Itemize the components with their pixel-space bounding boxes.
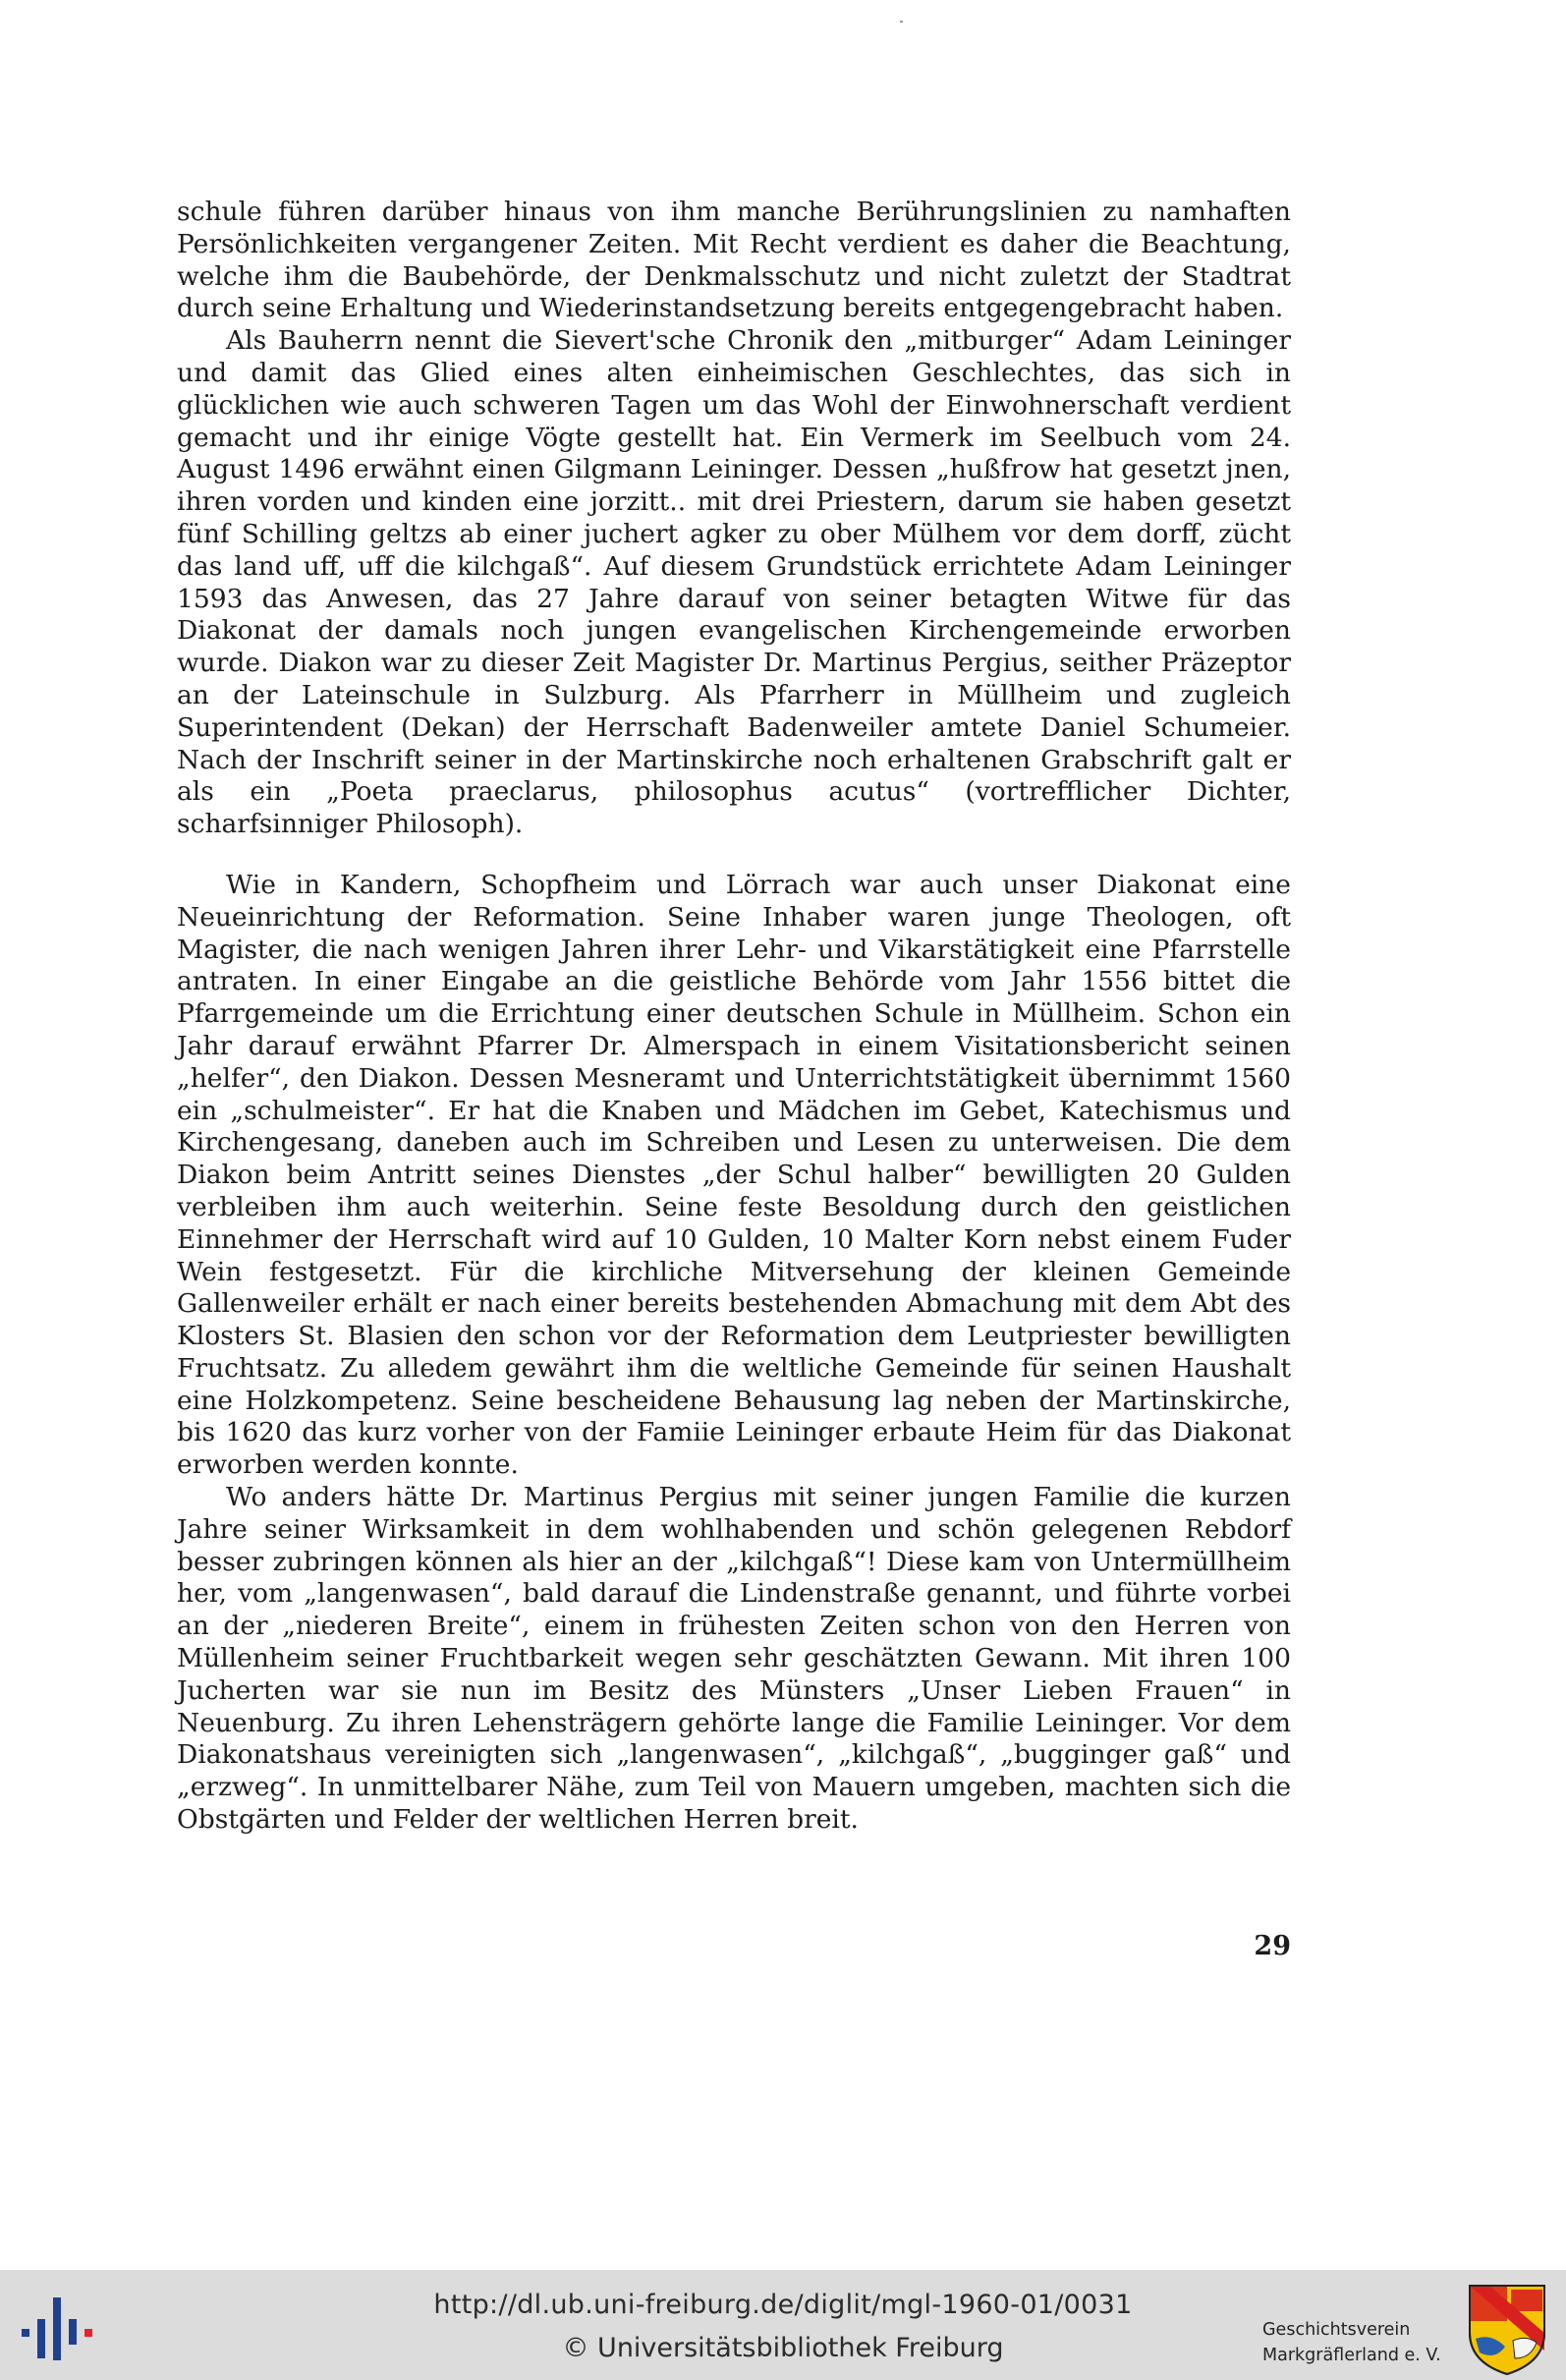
society-line-2: Markgräflerland e. V. (1262, 2346, 1441, 2365)
footer-url-link[interactable]: http://dl.ub.uni-freiburg.de/diglit/mgl-1960-01/0031 (433, 2290, 1133, 2320)
coat-of-arms-icon[interactable] (1466, 2282, 1548, 2376)
paragraph-3: Wie in Kandern, Schopfheim und Lörrach war auch unser Diakonat eine Neueinrichtung der Reformation. Seine Inhaber waren junge Theologen, oft Magister, die nach wenigen Jahren ihrer Lehr- und Vikarstätigkeit eine Pfarrstelle antraten. In einer Eingabe an die geistliche Behörde vom Jahr 1556 bittet die Pfarrgemeinde um die Errichtung einer deutschen Schule in Müllheim. Schon ein Jahr darauf erwähnt Pfarrer Dr. Almerspach in einem Visitationsbericht seinen „helfer“, den Diakon. Dessen Mesneramt und Unterrichtstätigkeit übernimmt 1560 ein „schulmeister“. Er hat die Knaben und Mädchen im Gebet, Katechismus und Kirchengesang, daneben auch im Schreiben und Lesen zu unterweisen. Die dem Diakon beim Antritt seines Dienstes „der Schul halber“ bewilligten 20 Gulden verbleiben ihm auch weiterhin. Seine feste Besoldung durch den geistlichen Einnehmer der Herrschaft wird auf 10 Gulden, 10 Malter Korn nebst einem Fuder Wein festgesetzt. Für die kirchliche Mitversehung der kleinen Gemeinde Gallenweiler erhält er nach einer bereits bestehenden Abmachung mit dem Abt des Klosters St. Blasien den schon vor der Reformation dem Leutpriester bewilligten Fruchtsatz. Zu alledem gewährt ihm die weltliche Gemeinde für seinen Haushalt eine Holzkompetenz. Seine bescheidene Behausung lag neben der Martinskirche, bis 1620 das kurz vorher von der Famiie Leininger erbaute Heim für das Diakonat erworben werden konnte. (177, 869, 1291, 1481)
paragraph-2: Als Bauherrn nennt die Sievert'sche Chronik den „mitburger“ Adam Leininger und damit das Glied eines alten einheimischen Geschlechtes, das sich in glücklichen wie auch schweren Tagen um das Wohl der Einwohnerschaft verdient gemacht und ihr einige Vögte gestellt hat. Ein Vermerk im Seelbuch vom 24. August 1496 erwähnt einen Gilgmann Leininger. Dessen „hußfrow hat gesetzt jnen, ihren vorden und kinden eine jorzitt.. mit drei Priestern, darum sie haben gesetzt fünf Schilling geltzs ab einer juchert agker zu ober Mülhem vor dem dorff, zücht das land uff, uff die kilchgaß“. Auf diesem Grundstück errichtete Adam Leininger 1593 das Anwesen, das 27 Jahre darauf von seiner betagten Witwe für das Diakonat der damals noch jungen evangelischen Kirchengemeinde erworben wurde. Diakon war zu dieser Zeit Magister Dr. Martinus Pergius, seither Präzeptor an der Lateinschule in Sulzburg. Als Pfarrherr in Müllheim und zugleich Superintendent (Dekan) der Herrschaft Badenweiler amtete Daniel Schumeier. Nach der Inschrift seiner in der Martinskirche noch erhaltenen Grabschrift galt er als ein „Poeta praeclarus, philosophus acutus“ (vortrefflicher Dichter, scharfsinniger Philosoph). (177, 325, 1291, 840)
society-name[interactable] (1262, 2317, 1441, 2368)
scan-mark (900, 21, 903, 23)
footer-bar (0, 2270, 1566, 2380)
paragraph-1: schule führen darüber hinaus von ihm manche Berührungslinien zu namhaften Persönlichkeiten vergangener Zeiten. Mit Recht verdient es daher die Beachtung, welche ihm die Baubehörde, der Denkmalsschutz und nicht zuletzt der Stadtrat durch seine Erhaltung und Wiederinstandsetzung bereits entgegengebracht haben. (177, 197, 1291, 324)
society-line-1: Geschichtsverein (1262, 2320, 1411, 2340)
paragraph-4: Wo anders hätte Dr. Martinus Pergius mit seiner jungen Familie die kurzen Jahre seiner Wirksamkeit in dem wohlhabenden und schön gelegenen Rebdorf besser zubringen können als hier an der „kilchgaß“! Diese kam von Untermüllheim her, vom „langenwasen“, bald darauf die Lindenstraße genannt, und führte vorbei an der „niederen Breite“, einem in frühesten Zeiten schon von den Herren von Müllenheim seiner Fruchtbarkeit wegen sehr geschätzten Gewann. Mit ihren 100 Jucherten war sie nun im Besitz des Münsters „Unser Lieben Frauen“ in Neuenburg. Zu ihren Lehensträgern gehörte lange die Familie Leininger. Vor dem Diakonatshaus vereinigten sich „langenwasen“, „kilchgaß“, „bugginger gaß“ und „erzweg“. In unmittelbarer Nähe, zum Teil von Mauern umgeben, machten sich die Obstgärten und Felder der weltlichen Herren breit. (177, 1482, 1291, 1836)
footer-copyright: © Universitätsbibliothek Freiburg (562, 2333, 1004, 2363)
body-text (177, 197, 1291, 1837)
page-number: 29 (1254, 1931, 1291, 1961)
